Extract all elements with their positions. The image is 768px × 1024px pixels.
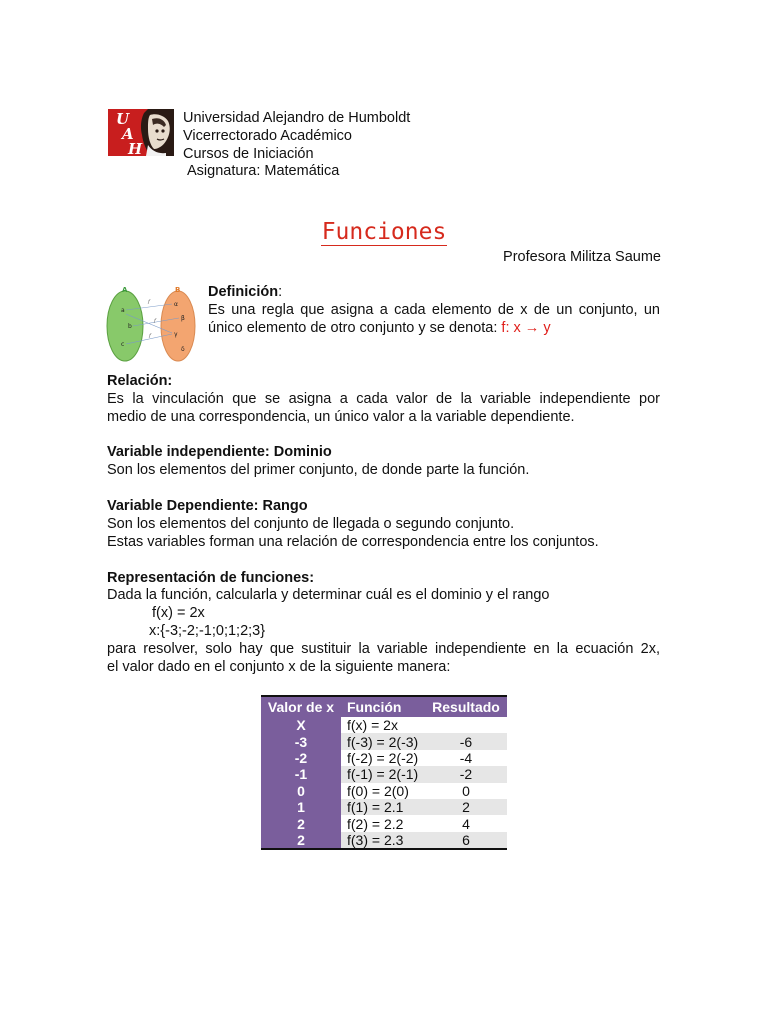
relation-line-1: Es la vinculación que se asigna a cada valor de la variable independiente por (107, 391, 660, 407)
cell-result: -2 (425, 766, 507, 782)
set-a-label: A (122, 286, 128, 294)
arrow-label: f (148, 299, 150, 305)
representation-line-1: Dada la función, calcularla y determinar cuál es el dominio y el rango (107, 587, 550, 603)
cell-result (425, 717, 507, 733)
representation-set: x:{-3;-2;-1;0;1;2;3} (149, 623, 266, 639)
cell-x: X (261, 717, 341, 733)
table-row (261, 750, 507, 766)
independent-heading: Variable independiente: Dominio (107, 444, 332, 460)
table-row (261, 815, 507, 831)
set-a-element: a (121, 307, 125, 314)
table-row (261, 733, 507, 749)
cell-function: f(1) = 2.1 (341, 799, 425, 815)
representation-formula: f(x) = 2x (152, 605, 205, 621)
cell-function: f(-1) = 2(-1) (341, 766, 425, 782)
cell-result: 6 (425, 832, 507, 849)
set-a-element: c (121, 341, 125, 348)
cell-result: -6 (425, 733, 507, 749)
logo-letter-h: H (128, 140, 143, 156)
cell-x: 2 (261, 815, 341, 831)
representation-line-2: para resolver, solo hay que sustituir la variable independiente en la ecuación 2x, (107, 641, 660, 657)
column-header-x: Valor de x (261, 696, 341, 717)
author: Profesora Militza Saume (503, 249, 661, 265)
cell-x: -1 (261, 766, 341, 782)
relation-line-2: medio de una correspondencia, un único valor a la variable dependiente. (107, 409, 575, 425)
set-b-label: B (175, 286, 181, 294)
column-header-function: Función (341, 696, 425, 717)
cell-result: 4 (462, 815, 470, 832)
cell-function: f(-2) = 2(-2) (347, 749, 419, 766)
university-logo (108, 109, 174, 156)
dependent-line-1: Son los elementos del conjunto de llegada o segundo conjunto. (107, 516, 515, 532)
cell-function: f(0) = 2(0) (347, 782, 409, 799)
page-title (0, 218, 768, 246)
cell-x: 2 (261, 832, 341, 849)
definition-line-2: único elemento de otro conjunto y se denota: f: x → y (208, 320, 551, 336)
function-values-table (261, 695, 507, 850)
table-row (261, 832, 507, 849)
set-b-element: α (174, 301, 178, 308)
relation-heading: Relación: (107, 373, 173, 389)
definition-line-1: Es una regla que asigna a cada elemento de x de un conjunto, un (208, 302, 660, 318)
representation-line-3: el valor dado en el conjunto x de la siguiente manera: (107, 659, 451, 675)
dependent-heading: Variable Dependiente: Rango (107, 498, 308, 514)
cell-function: f(-3) = 2(-3) (341, 733, 425, 749)
column-header-result: Resultado (425, 696, 507, 717)
cell-x: 1 (261, 799, 341, 815)
header-university: Universidad Alejandro de Humboldt (183, 110, 411, 126)
cell-function: f(3) = 2.3 (341, 832, 425, 849)
set-a-element: b (128, 323, 132, 330)
table-header-row (261, 696, 507, 717)
arrow-label: f (154, 318, 156, 324)
logo-letter-a: A (122, 125, 134, 143)
representation-heading: Representación de funciones: (107, 570, 315, 586)
set-a-ellipse (107, 291, 143, 361)
arrow-label: f (149, 333, 151, 339)
cell-function: f(x) = 2x (347, 717, 398, 734)
function-notation: f: x → y (501, 320, 551, 336)
dependent-line-2: Estas variables forman una relación de correspondencia entre los conjuntos. (107, 534, 599, 550)
independent-line-1: Son los elementos del primer conjunto, de donde parte la función. (107, 462, 530, 478)
table-row (261, 717, 507, 733)
cell-x: -2 (261, 750, 341, 766)
set-b-ellipse (161, 291, 195, 361)
set-b-element: γ (174, 331, 178, 338)
set-b-element: δ (181, 346, 185, 353)
function-sets-diagram (104, 284, 198, 364)
table-row (261, 783, 507, 799)
page-title-text: Funciones (321, 219, 447, 245)
logo-letter-u: U (116, 110, 130, 128)
cell-function: f(2) = 2.2 (347, 815, 404, 832)
cell-result: 2 (425, 799, 507, 815)
cell-x: 0 (261, 783, 341, 799)
cell-result: -4 (459, 749, 473, 766)
table-row (261, 799, 507, 815)
header-vicerrectorado: Vicerrectorado Académico (183, 128, 352, 144)
set-b-element: β (181, 315, 185, 322)
definition-heading: Definición: (208, 284, 283, 300)
header-asignatura: Asignatura: Matemática (187, 163, 340, 179)
table-row (261, 766, 507, 782)
cell-x: -3 (261, 733, 341, 749)
cell-result: 0 (462, 782, 470, 799)
header-cursos: Cursos de Iniciación (183, 146, 314, 162)
